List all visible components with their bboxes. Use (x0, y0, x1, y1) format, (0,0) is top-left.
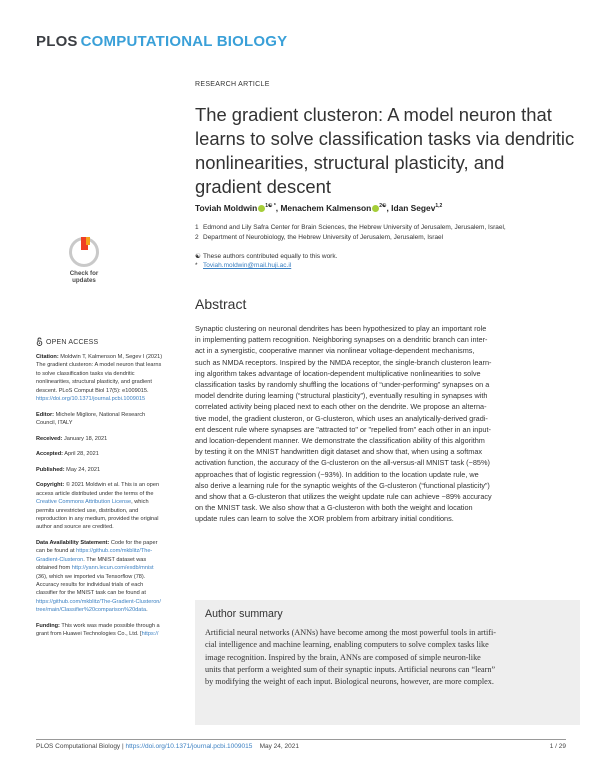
copyright-line: author and source are credited. (36, 524, 114, 531)
published-block (36, 466, 186, 474)
abstract-line: also derive a learning rule for the synaptic weights of the G-clusteron (“functional plasticity”) (195, 480, 490, 490)
results-data-link-cont[interactable]: tree/main/Classifier%20comparison%20data (36, 607, 147, 614)
data-availability-text: Accuracy results for individual trials of each (36, 582, 144, 589)
received-block (36, 435, 186, 443)
journal-publisher: PLOS (36, 33, 78, 50)
copyright-line: © 2021 Moldwin et al. This is an open (65, 482, 160, 489)
results-data-link[interactable]: https://github.com/mkblitz/The-Gradient-Clusteron/ (36, 598, 161, 605)
data-availability-text: . The MNIST dataset was (83, 556, 147, 563)
editor-label: Editor: (36, 411, 55, 418)
corresponding-marker: * (195, 262, 198, 269)
received-date: January 18, 2021 (64, 435, 108, 442)
author-summary-line: image recognition. Inspired by the brain, ANNs are composed of simple neuron-like (205, 652, 481, 662)
abstract-line: classification tasks by randomly shuffling the locations of “under-performing” synapses on a (195, 380, 490, 390)
abstract-line: and show that a G-clusteron that utilizes the weight update rule can achieve ~89% accuracy (195, 492, 492, 502)
affiliation-number: 1 (195, 224, 199, 231)
badge-label (62, 270, 106, 284)
article-metadata-sidebar (36, 353, 186, 646)
citation-line: The gradient clusteron: A model neuron that learns (36, 362, 162, 369)
abstract-line: ing algorithm takes advantage of location-dependent multiplicative nonlinearities to solve (195, 368, 481, 378)
citation-block (36, 353, 186, 403)
badge-label-line1: Check for (69, 270, 99, 277)
copyright-block (36, 481, 186, 531)
abstract-line: such as NMDA receptors. Inspired by the NMDA receptor, the single-branch clusteron learn- (195, 357, 492, 367)
abstract-heading: Abstract (195, 296, 247, 312)
affiliation (195, 234, 443, 241)
page-footer (36, 743, 299, 750)
open-access-lock-icon (36, 337, 43, 346)
citation-doi-link[interactable]: https://doi.org/10.1371/journal.pcbi.1009015 (36, 396, 146, 403)
data-availability-text: can be found at (36, 548, 77, 555)
data-availability-block (36, 539, 186, 615)
funding-link[interactable]: https:// (141, 631, 159, 638)
copyright-label: Copyright: (36, 482, 65, 489)
github-repo-link-cont[interactable]: Gradient-Clusteron (36, 556, 84, 563)
badge-label-line2: updates (72, 277, 96, 284)
author-summary-line: units that perform a weighted sum of their synaptic inputs. Artificial neurons can “learn” (205, 664, 496, 674)
received-label: Received: (36, 435, 63, 442)
abstract-line: tive model, the gradient clusteron, or G-clusteron, which uses an analytically-derived gradi- (195, 413, 488, 423)
journal-header (36, 33, 287, 50)
copyright-line: permits unrestricted use, distribution, and (36, 507, 139, 514)
citation-line: to solve classification tasks via dendritic (36, 370, 135, 377)
footer-journal: PLOS Computational Biology (36, 743, 121, 750)
article-type: RESEARCH ARTICLE (195, 81, 270, 88)
mnist-link[interactable]: http://yann.lecun.com/exdb/mnist (71, 565, 154, 572)
accepted-label: Accepted: (36, 451, 64, 458)
abstract-line: model dendrite during learning (“structural plasticity”), eventually resulting in synapses with (195, 391, 488, 401)
abstract-line: act in a synergistic, cooperative manner via nonlinear voltage-dependent mechanisms, (195, 346, 475, 356)
abstract-line: in implementing pattern recognition. Neighboring synapses on a dendritic branch can inter- (195, 335, 488, 345)
funding-block (36, 622, 186, 639)
abstract-line: approaches that of logistic regression (~93%). In addition to the location update rule, we (195, 469, 479, 479)
data-availability-text: obtained from (36, 565, 72, 572)
citation-line: Moldwin T, Kalmenson M, Segev I (2021) (60, 354, 163, 360)
author-name[interactable]: Idan Segev (391, 203, 436, 213)
data-availability-text: Code for the paper (109, 540, 158, 547)
affiliation (195, 224, 506, 231)
funding-text: This work was made possible through a (59, 622, 160, 629)
author-affiliation-marker: 2☯ (379, 203, 387, 210)
abstract-line: activation function, the accuracy of the G-clusteron on the all-versus-all MNIST task (~85%) (195, 458, 490, 468)
author-summary-line: Artificial neural networks (ANNs) have become among the most powerful tools in artifi- (205, 628, 497, 637)
accepted-block (36, 450, 186, 458)
abstract-line: update rules can learn to solve the XOR problem from arbitrary initial conditions. (195, 514, 454, 524)
equal-contribution-text: These authors contributed equally to this work. (203, 253, 338, 260)
author-summary-body (205, 627, 570, 688)
copyright-line: reproduction in any medium, provided the original (36, 516, 159, 523)
affiliation-number: 2 (195, 234, 199, 241)
funding-label: Funding: (36, 622, 60, 629)
author-affiliation-marker: 1☯ * (265, 203, 276, 210)
abstract-line: ent descent rule where synapses are "attracted to" or "repelled from" each other in an input- (195, 424, 491, 434)
data-availability-text: (36), which we imported via Tensorflow (78). (36, 573, 146, 580)
abstract-line: and location-dependent manner. We demonstrate the classification ability of this algorithm (195, 436, 485, 446)
funding-text: grant from Huawei Technologies Co., Ltd. [ (36, 631, 142, 638)
author-name[interactable]: Toviah Moldwin (195, 203, 258, 213)
copyright-line: access article distributed under the terms of the (36, 490, 154, 497)
author-summary-line: by modifying the weight of each input. Biological neurons, however, are more complex. (205, 677, 494, 687)
citation-label: Citation: (36, 354, 59, 360)
author-affiliation-marker: 1,2 (435, 203, 443, 210)
footer-separator: | (120, 743, 126, 750)
citation-line: nonlinearities, structural plasticity, and gradient (36, 379, 152, 386)
abstract-line: by testing it on the MNIST handwritten digit dataset and show that, when using a softmax (195, 447, 483, 457)
corresponding-author-note (195, 262, 291, 269)
abstract-body (195, 323, 575, 525)
check-for-updates-icon (69, 237, 99, 267)
author-summary-heading: Author summary (205, 608, 283, 620)
author-name[interactable]: Menachem Kalmenson (280, 203, 372, 213)
open-access-text: OPEN ACCESS (46, 339, 99, 346)
footer-divider (36, 739, 566, 740)
published-label: Published: (36, 466, 65, 473)
corresponding-email-link[interactable]: Toviah.moldwin@mail.huji.ac.il (203, 262, 292, 269)
abstract-line: correlated activity being placed next to each other on the dendrite. We propose an alterna- (195, 402, 487, 412)
check-for-updates-badge[interactable] (62, 237, 106, 293)
data-availability-end: . (146, 607, 148, 614)
copyright-after-link: , which (131, 499, 149, 506)
abstract-line: on the MNIST task. We also show that a G-clusteron with both the weight and location (195, 503, 473, 513)
data-availability-text: classifier for the MNIST task can be found at (36, 590, 146, 597)
cc-license-link[interactable]: Creative Commons Attribution License (36, 499, 132, 506)
editor-line: Council, ITALY (36, 420, 73, 427)
open-access-label (36, 337, 98, 346)
accepted-date: April 28, 2021 (64, 451, 99, 458)
journal-name: COMPUTATIONAL BIOLOGY (80, 33, 288, 50)
data-availability-label: Data Availability Statement: (36, 540, 110, 547)
author-list: Toviah Moldwin $^{1☯ *}$, Menachem Kalmenson $^{2☯}$, Idan Segev$^{1,2}$ (195, 203, 443, 213)
article-title: The gradient clusteron: A model neuron that learns to solve classification tasks via dendritic nonlinearities, structural plasticity, and gradient descent (195, 104, 575, 197)
editor-block (36, 411, 186, 428)
affiliation-text: Department of Neurobiology, the Hebrew University of Jerusalem, Jerusalem, Israel (203, 234, 444, 241)
page-number: 1 / 29 (549, 743, 566, 750)
equal-contribution-note (195, 252, 337, 260)
author-summary-box (195, 600, 580, 725)
editor-line: Michele Migliore, National Research (55, 411, 146, 418)
equal-contribution-icon: ☯ (195, 253, 201, 260)
footer-date: May 24, 2021 (259, 743, 299, 750)
affiliation-text: Edmond and Lily Safra Center for Brain Sciences, the Hebrew University of Jerusalem, Jerusalem, Israel, (203, 224, 506, 231)
author-summary-line: cial intelligence and machine learning, enabling computers to solve complex tasks like (205, 640, 489, 650)
footer-doi-link[interactable]: https://doi.org/10.1371/journal.pcbi.1009015 (125, 743, 253, 750)
github-repo-link[interactable]: https://github.com/mkblitz/The- (76, 548, 153, 555)
published-date: May 24, 2021 (66, 466, 101, 473)
abstract-line: Synaptic clustering on neuronal dendrites has been hypothesized to play an important role (195, 324, 487, 333)
badge-ribbon-yellow (86, 237, 90, 245)
citation-line: descent. PLoS Comput Biol 17(5): e1009015. (36, 387, 149, 394)
